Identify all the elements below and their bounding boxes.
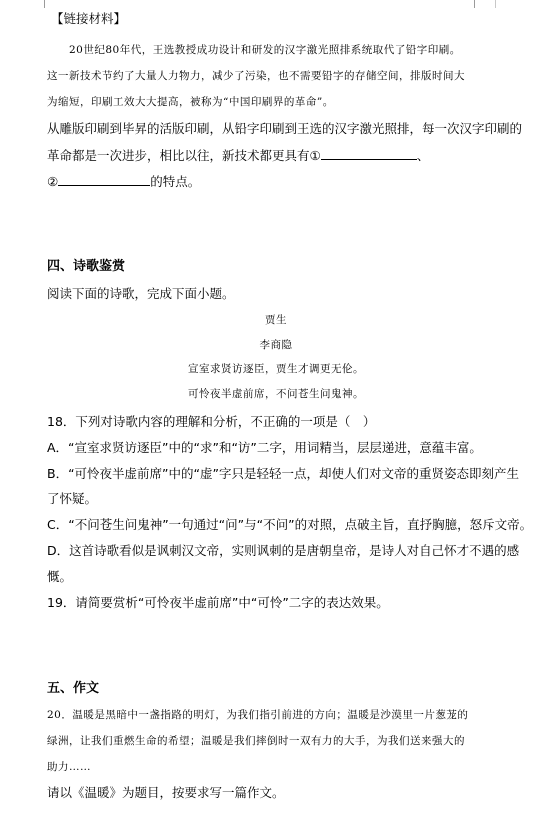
fill-question-line-3-end: 的特点。 bbox=[150, 174, 201, 189]
question-18-option-d: D．这首诗歌看似是讽刺汉文帝，实则讽刺的是唐朝皇帝，是诗人对自己怀才不遇的感 bbox=[47, 543, 520, 558]
link-material-line-3: 为缩短，印刷工效大大提高，被称为“中国印刷界的革命”。 bbox=[47, 96, 334, 108]
section-4-instruction: 阅读下面的诗歌，完成下面小题。 bbox=[47, 286, 235, 301]
crop-mark-right bbox=[474, 0, 485, 8]
crop-mark-left bbox=[34, 0, 45, 8]
section-5-heading: 五、作文 bbox=[47, 681, 100, 696]
fill-question-line-3-start: ② bbox=[47, 174, 59, 189]
essay-prompt-line-2: 绿洲，让我们重燃生命的希望；温暖是我们摔倒时一双有力的大手，为我们送来强大的 bbox=[47, 735, 465, 747]
fill-question-line-2 bbox=[47, 147, 429, 164]
link-material-label: 【链接材料】 bbox=[51, 11, 127, 26]
answer-blank-2[interactable] bbox=[58, 173, 150, 186]
poem-line-1: 宣室求贤访逐臣，贾生才调更无伦。 bbox=[188, 363, 364, 375]
poem-line-2: 可怜夜半虚前席，不问苍生问鬼神。 bbox=[188, 388, 364, 400]
fill-question-line-3 bbox=[47, 173, 200, 190]
question-19: 19．请简要赏析“可怜夜半虚前席”中“可怜”二字的表达效果。 bbox=[47, 595, 389, 610]
poem-title: 贾生 bbox=[265, 314, 287, 326]
question-18-option-a: A．“宣室求贤访逐臣”中的“求”和“访”二字，用词精当，层层递进，意蕴丰富。 bbox=[47, 440, 482, 455]
question-18-option-c: C．“不问苍生问鬼神”一句通过“问”与“不问”的对照，点破主旨，直抒胸臆，怒斥文帝。 bbox=[47, 517, 533, 532]
link-material-line-2: 这一新技术节约了大量人力物力，减少了污染，也不需要铅字的存储空间，排版时间大 bbox=[47, 70, 465, 82]
fill-question-line-2-text: 革命都是一次进步，相比以往，新技术都更具有① bbox=[47, 148, 321, 163]
fill-question-line-2-end: 、 bbox=[416, 148, 430, 163]
essay-prompt-line-3: 助力…… bbox=[47, 761, 91, 773]
essay-instruction: 请以《温暖》为题目，按要求写一篇作文。 bbox=[47, 785, 285, 800]
essay-prompt-line-1: 20．温暖是黑暗中一盏指路的明灯，为我们指引前进的方向；温暖是沙漠里一片葱茏的 bbox=[47, 709, 469, 721]
crop-mark-right-outer bbox=[495, 0, 510, 8]
question-18-stem: 18．下列对诗歌内容的理解和分析，不正确的一项是（ ） bbox=[47, 414, 376, 429]
answer-blank-1[interactable] bbox=[321, 147, 417, 160]
section-4-heading: 四、诗歌鉴赏 bbox=[47, 259, 126, 274]
question-18-option-b-cont: 了怀疑。 bbox=[47, 491, 98, 506]
question-18-option-b: B．“可怜夜半虚前席”中的“虚”字只是轻轻一点，却使人们对文帝的重贤姿态即刻产生 bbox=[47, 466, 519, 481]
poem-author: 李商隐 bbox=[259, 339, 293, 351]
link-material-line-1: 20世纪80年代，王选教授成功设计和研发的汉字激光照排系统取代了铅字印刷。 bbox=[69, 44, 461, 56]
fill-question-line-1: 从雕版印刷到毕昇的活版印刷，从铅字印刷到王选的汉字激光照排，每一次汉字印刷的 bbox=[47, 121, 523, 136]
question-18-option-d-cont: 慨。 bbox=[47, 569, 73, 584]
